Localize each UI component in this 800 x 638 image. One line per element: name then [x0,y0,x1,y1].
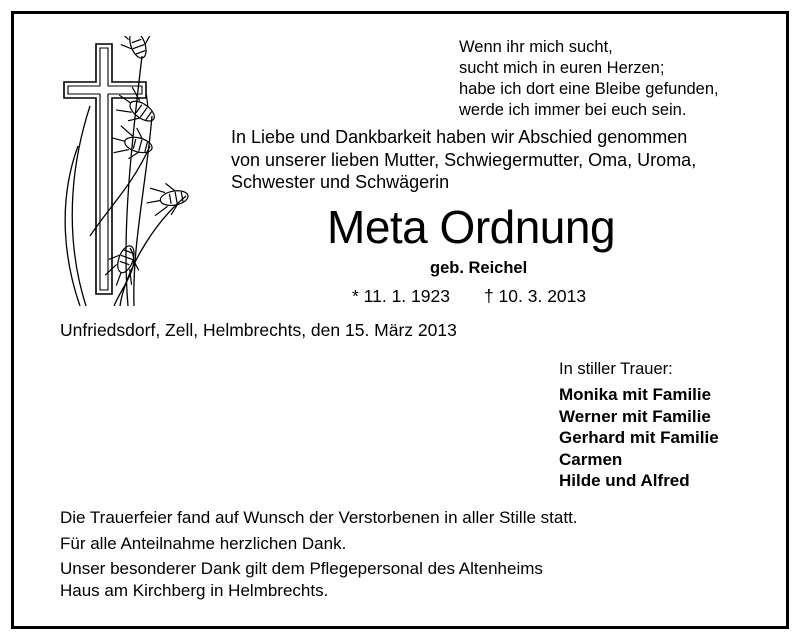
poem [459,37,719,121]
mourner-name: Carmen [559,449,623,469]
birth-date: * 11. 1. 1923 [352,286,450,306]
mourners-list [559,384,719,492]
closing-notes [60,507,578,601]
intro-line: In Liebe und Dankbarkeit haben wir Abschied genommen [231,127,688,147]
intro-text [231,126,696,194]
life-dates [352,286,586,307]
poem-line: Wenn ihr mich sucht, [459,38,613,56]
poem-line: sucht mich in euren Herzen; [459,59,665,77]
note-line: Die Trauerfeier fand auf Wunsch der Verstorbenen in aller Stille statt. [60,508,578,527]
deceased-name: Meta Ordnung [327,201,616,253]
mourner-name: Hilde und Alfred [559,471,690,490]
note-line: Unser besonderer Dank gilt dem Pflegepersonal des Altenheims [60,559,543,578]
poem-line: habe ich dort eine Bleibe gefunden, [459,80,719,98]
mourner-name: Werner mit Familie [559,406,711,426]
note-line: Haus am Kirchberg in Helmbrechts. [60,580,329,600]
intro-line: von unserer lieben Mutter, Schwiegermutter, Oma, Uroma, [231,149,697,170]
cross-with-wheat-icon [50,36,230,306]
note-line: Für alle Anteilnahme herzlichen Dank. [60,533,347,553]
intro-line: Schwester und Schwägerin [231,172,450,192]
maiden-name: geb. Reichel [430,259,528,277]
place-and-date: Unfriedsdorf, Zell, Helmbrechts, den 15. März 2013 [60,320,457,340]
poem-line: werde ich immer bei euch sein. [459,101,687,119]
mourning-title: In stiller Trauer: [559,360,673,378]
death-date: † 10. 3. 2013 [483,286,587,306]
mourner-name: Monika mit Familie [559,385,712,404]
mourner-name: Gerhard mit Familie [559,428,719,447]
